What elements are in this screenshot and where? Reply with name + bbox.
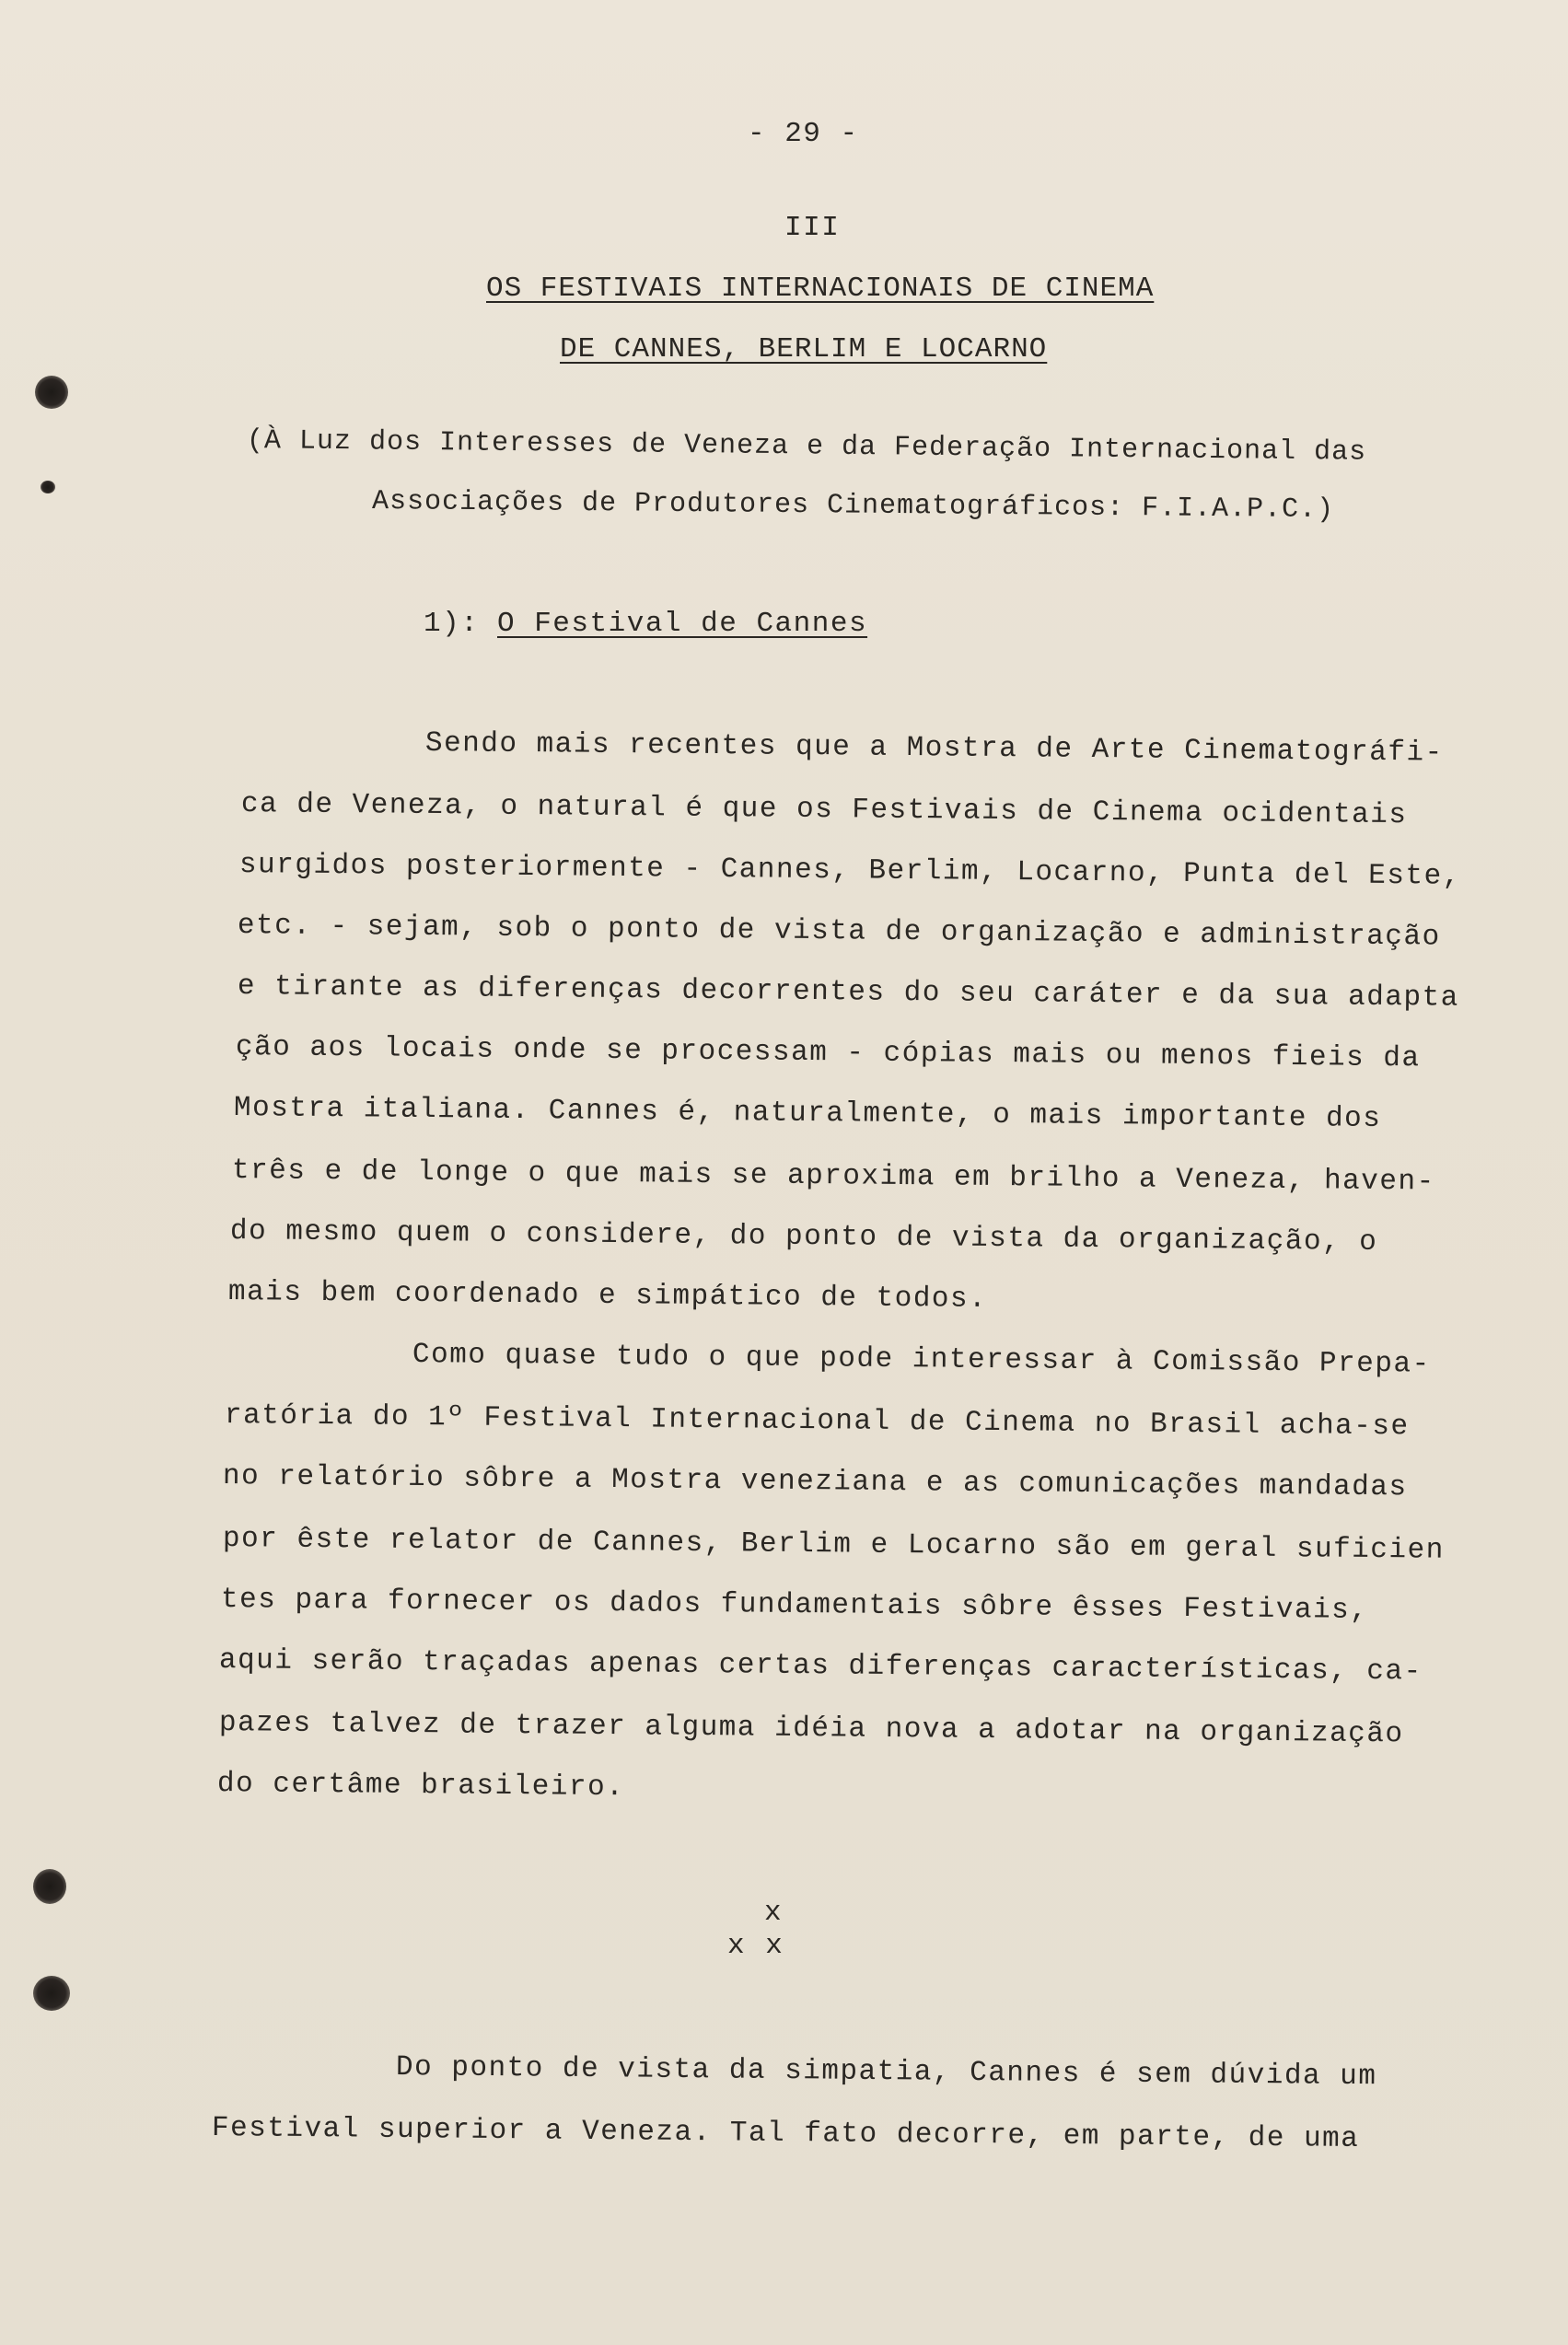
paragraph-1-line: ca de Veneza, o natural é que os Festivais de Cinema ocidentais xyxy=(240,788,1408,832)
punch-hole-1 xyxy=(35,376,68,409)
subtitle-line-1: (À Luz dos Interesses de Veneza e da Federação Internacional das xyxy=(246,425,1367,469)
paragraph-3-line: Do ponto de vista da simpatia, Cannes é sem dúvida um xyxy=(395,2051,1377,2094)
paragraph-2-line: pazes talvez de trazer alguma idéia nova a adotar na organização xyxy=(218,1707,1404,1751)
title-line-2: DE CANNES, BERLIM E LOCARNO xyxy=(560,333,1048,366)
title-line-1: OS FESTIVAIS INTERNACIONAIS DE CINEMA xyxy=(486,273,1155,305)
paragraph-2-line: por êste relator de Cannes, Berlim e Locarno são em geral suficien xyxy=(222,1523,1445,1567)
paragraph-3-line: Festival superior a Veneza. Tal fato decorre, em parte, de uma xyxy=(211,2112,1360,2155)
separator-top: x xyxy=(764,1897,784,1929)
paragraph-2-line: Como quase tudo o que pode interessar à Comissão Prepa- xyxy=(412,1339,1431,1381)
paragraph-2-line: do certâme brasileiro. xyxy=(216,1768,625,1805)
paragraph-1-line: surgidos posteriormente - Cannes, Berlim, Locarno, Punta del Este, xyxy=(238,849,1461,893)
paragraph-1-line: do mesmo quem o considere, do ponto de vista da organização, o xyxy=(229,1215,1378,1259)
paragraph-2-line: tes para fornecer os dados fundamentais sôbre êsses Festivais, xyxy=(220,1584,1369,1627)
paragraph-1-line: mais bem coordenado e simpático de todos. xyxy=(227,1276,988,1316)
punch-hole-2 xyxy=(41,481,55,493)
punch-hole-3 xyxy=(33,1869,66,1904)
section-heading: O Festival de Cannes xyxy=(497,608,868,640)
paragraph-1-line: e tirante as diferenças decorrentes do seu caráter e da sua adapta xyxy=(237,970,1459,1015)
paragraph-2-line: ratória do 1º Festival Internacional de Cinema no Brasil acha-se xyxy=(224,1399,1410,1444)
paragraph-1-line: três e de longe o que mais se aproxima em brilho a Veneza, haven- xyxy=(231,1155,1435,1199)
section-number: 1): xyxy=(424,608,480,640)
punch-hole-4 xyxy=(33,1976,70,2011)
paragraph-1-line: etc. - sejam, sob o ponto de vista de organização e administração xyxy=(237,910,1441,954)
subtitle-line-2: Associações de Produtores Cinematográficos: F.I.A.P.C.) xyxy=(371,486,1335,527)
chapter-number: III xyxy=(784,212,841,244)
page-number: - 29 - xyxy=(748,118,859,150)
paragraph-2-line: aqui serão traçadas apenas certas diferenças características, ca- xyxy=(218,1644,1423,1689)
paragraph-1-line: ção aos locais onde se processam - cópias mais ou menos fieis da xyxy=(235,1031,1421,1075)
paragraph-1-line: Mostra italiana. Cannes é, naturalmente, o mais importante dos xyxy=(233,1092,1382,1135)
paragraph-2-line: no relatório sôbre a Mostra veneziana e as comunicações mandadas xyxy=(222,1460,1408,1504)
paragraph-1-line: Sendo mais recentes que a Mostra de Arte Cinematográfi- xyxy=(424,727,1444,770)
separator-bottom: x x xyxy=(727,1930,784,1962)
